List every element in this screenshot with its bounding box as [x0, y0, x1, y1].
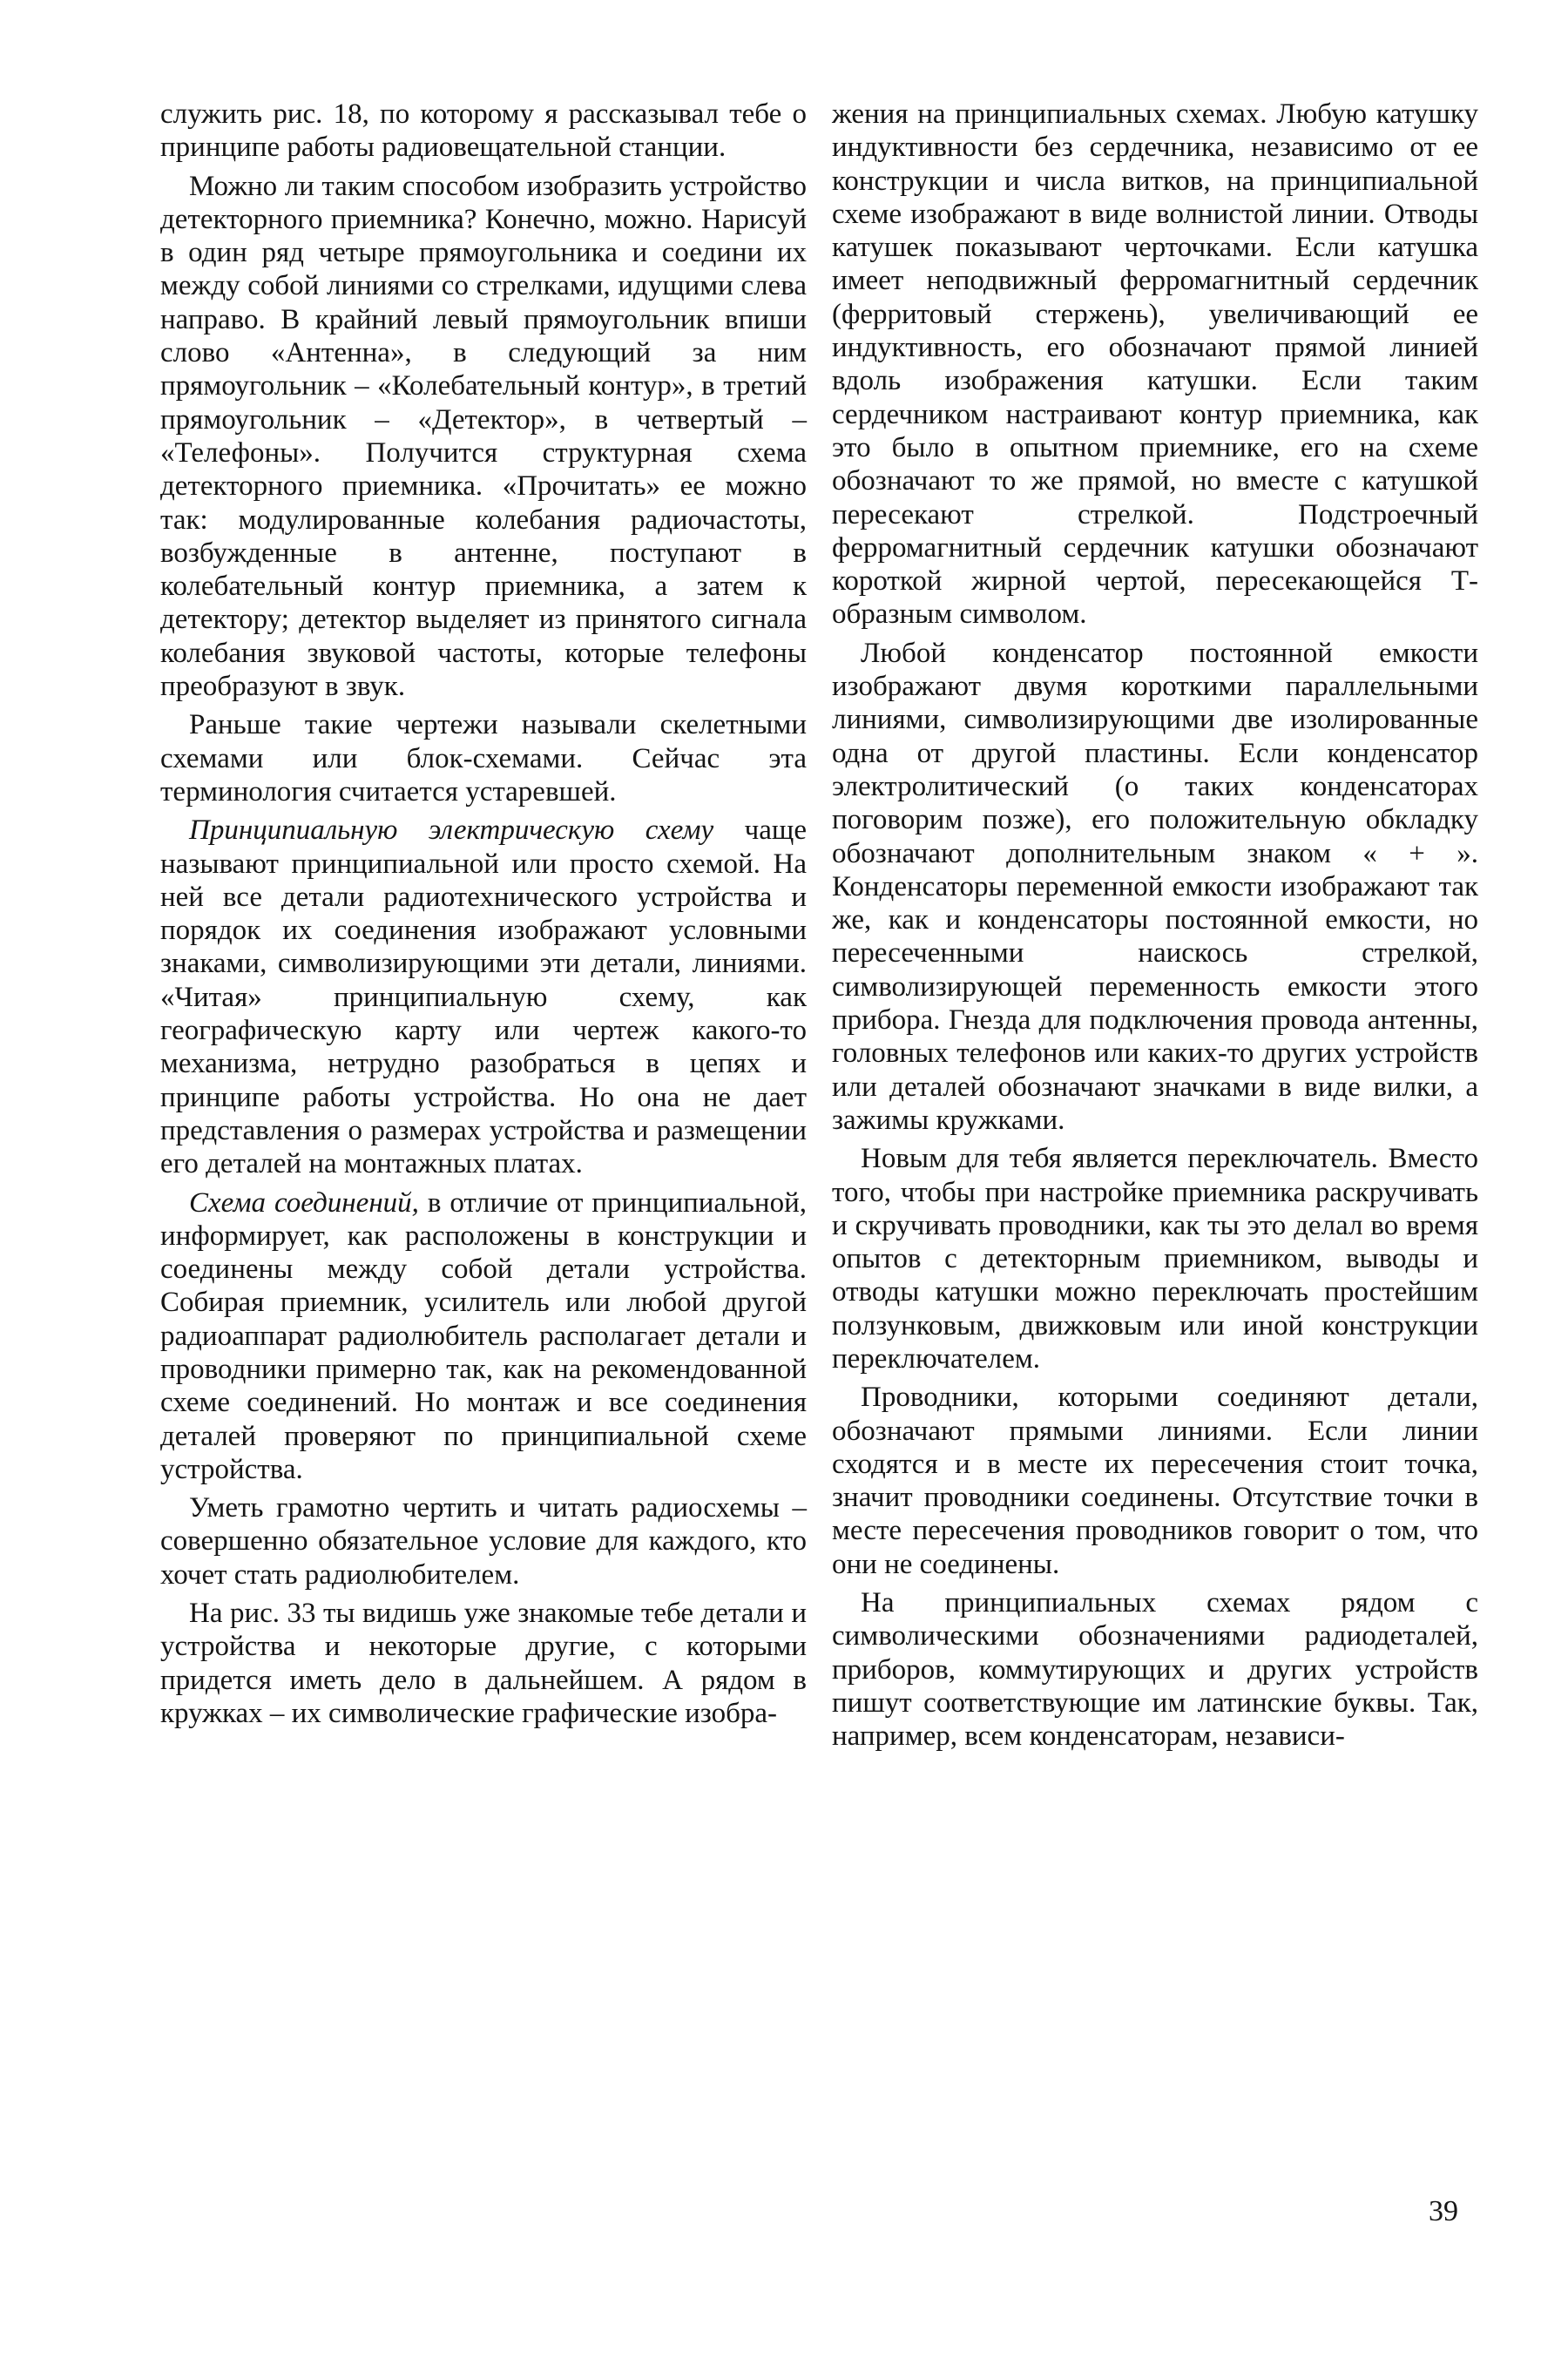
right-paragraph-5: На принципиальных схемах рядом с символическими обозначениями радиодеталей, приборов, коммутирующих и других устройств пишут соответствующие им латинские буквы. Так, например, всем конденсаторам, независи-	[832, 1587, 1478, 1753]
page-number: 39	[1429, 2195, 1458, 2227]
right-paragraph-3: Новым для тебя является переключатель. Вместо того, чтобы при настройке приемника раскручивать и скручивать проводники, как ты это делал во время опытов с детекторным приемником, выводы и отводы катушки можно переключать простейшим ползунковым, движковым или иной конструкции переключателем.	[832, 1143, 1478, 1375]
right-paragraph-1: жения на принципиальных схемах. Любую катушку индуктивности без сердечника, независимо от ее конструкции и числа витков, на принципиальной схеме изображают в виде волнистой линии. Отводы катушек показывают черточками. Если катушка имеет неподвижный ферромагнитный сердечник (ферритовый стержень), увеличивающий ее индуктивность, его обозначают прямой линией вдоль изображения катушки. Если таким сердечником настраивают контур приемника, как это было в опытном приемнике, его на схеме обозначают то же прямой, но вместе с катушкой пересекают стрелкой. Подстроечный ферромагнитный сердечник катушки обозначают короткой жирной чертой, пересекающейся Т-образным символом.	[832, 98, 1478, 631]
right-paragraph-2: Любой конденсатор постоянной емкости изображают двумя короткими параллельными линиями, символизирующими две изолированные одна от другой пластины. Если конденсатор электролитический (о таких конденсаторах поговорим позже), его положительную обкладку обозначают дополнительным знаком « + ». Конденсаторы переменной емкости изображают так же, как и конденсаторы постоянной емкости, но пересеченными наискось стрелкой, символизирующей переменность емкости этого прибора. Гнезда для подключения провода антенны, головных телефонов или каких-то других устройств или деталей обозначают значками в виде вилки, а зажимы кружками.	[832, 637, 1478, 1136]
left-paragraph-4-text: чаще называют принципиальной или просто схемой. На ней все детали радиотехнического устройства и порядок их соединения изображают условными знаками, символизирующими эти детали, линиями. «Читая» принципиальную схему, как географическую карту или чертеж какого-то механизма, нетрудно разобраться в цепях и принципе работы устройства. Но она не дает представления о размерах устройства и размещении его деталей на монтажных платах.	[160, 814, 807, 1180]
left-paragraph-7: На рис. 33 ты видишь уже знакомые тебе детали и устройства и некоторые другие, с которыми придется иметь дело в дальнейшем. А рядом в кружках – их символические графические изобра-	[160, 1598, 807, 1729]
right-text-column	[832, 98, 1478, 1754]
left-paragraph-5	[160, 1186, 807, 1487]
left-paragraph-3: Раньше такие чертежи называли скелетными схемами или блок-схемами. Сейчас эта терминология считается устаревшей.	[160, 709, 807, 808]
left-text-column	[160, 98, 807, 1730]
right-paragraph-4: Проводники, которыми соединяют детали, обозначают прямыми линиями. Если линии сходятся и в месте их пересечения стоит точка, значит проводники соединены. Отсутствие точки в месте пересечения проводников говорит о том, что они не соединены.	[832, 1382, 1478, 1580]
left-paragraph-5-text: в отличие от принципиальной, информирует, как расположены в конструкции и соединены между собой детали устройства. Собирая приемник, усилитель или любой другой радиоаппарат радиолюбитель располагает детали и проводники примерно так, как на рекомендованной схеме соединений. Но монтаж и все соединения деталей проверяют по принципиальной схеме устройства.	[160, 1186, 807, 1485]
left-paragraph-6: Уметь грамотно чертить и читать радиосхемы – совершенно обязательное условие для каждого, кто хочет стать радиолюбителем.	[160, 1492, 807, 1591]
left-paragraph-2: Можно ли таким способом изобразить устройство детекторного приемника? Конечно, можно. Нарисуй в один ряд четыре прямоугольника и соедини их между собой линиями со стрелками, идущими слева направо. В крайний левый прямоугольник впиши слово «Антенна», в следующий за ним прямоугольник – «Колебательный контур», в третий прямоугольник – «Детектор», в четвертый – «Телефоны». Получится структурная схема детекторного приемника. «Прочитать» ее можно так: модулированные колебания радиочастоты, возбужденные в антенне, поступают в колебательный контур приемника, а затем к детектору; детектор выделяет из принятого сигнала колебания звуковой частоты, которые телефоны преобразуют в звук.	[160, 170, 807, 703]
term-connection-diagram: Схема соединений,	[189, 1186, 419, 1219]
left-paragraph-1: служить рис. 18, по которому я рассказывал тебе о принципе работы радиовещательной станции.	[160, 98, 807, 164]
term-principal-schematic: Принципиальную электрическую схему	[189, 814, 714, 847]
left-paragraph-4	[160, 814, 807, 1180]
